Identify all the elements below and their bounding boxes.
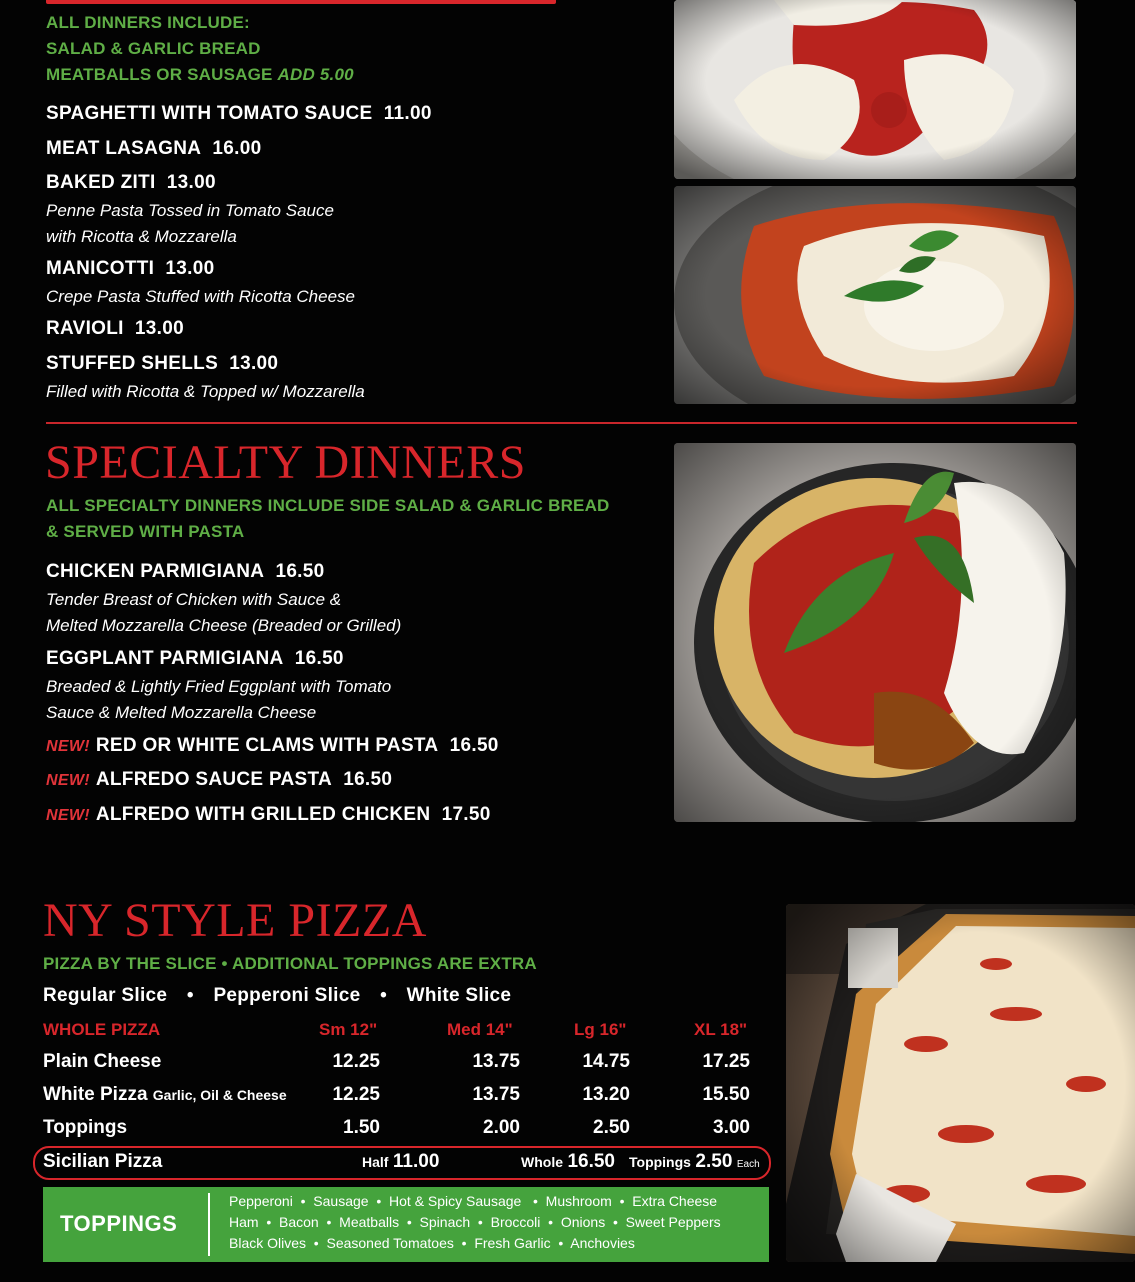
price-lg: 14.75 [582,1051,630,1072]
row-label: Plain Cheese [43,1051,162,1072]
row-label: Toppings [43,1117,128,1138]
sicilian-toppings: Toppings 2.50 Each [629,1151,760,1172]
menu-item-meat-lasagna: MEAT LASAGNA 16.00 [46,138,262,159]
section-divider [46,422,1077,424]
table-header-lg: Lg 16" [574,1020,627,1039]
toppings-line-3: Black Olives • Seasoned Tomatoes • Fresh Garlic • Anchovies [229,1235,635,1251]
dinners-include-line2: SALAD & GARLIC BREAD [46,39,261,58]
price-sm: 12.25 [332,1084,380,1105]
new-badge: NEW! [46,772,90,789]
price-sm: 1.50 [343,1117,380,1138]
menu-item-clams-pasta: NEW! RED OR WHITE CLAMS WITH PASTA 16.50 [46,735,499,756]
specialty-subtitle-1: ALL SPECIALTY DINNERS INCLUDE SIDE SALAD & GARLIC BREAD [46,496,610,515]
stuffed-shells-desc: Filled with Ricotta & Topped w/ Mozzarella [46,382,365,401]
table-header-sm: Sm 12" [319,1020,378,1039]
toppings-label: TOPPINGS [60,1211,178,1236]
slice-options: Regular Slice • Pepperoni Slice • White Slice [43,985,512,1006]
sicilian-label: Sicilian Pizza [43,1151,163,1172]
price-med: 13.75 [472,1051,520,1072]
dinners-include-line1: ALL DINNERS INCLUDE: [46,13,250,32]
toppings-line-1: Pepperoni • Sausage • Hot & Spicy Sausage • Mushroom • Extra Cheese [229,1193,718,1209]
price-med: 13.75 [472,1084,520,1105]
specialty-dinners-title: SPECIALTY DINNERS [45,436,526,489]
baked-ziti-desc-1: Penne Pasta Tossed in Tomato Sauce [46,201,334,220]
table-header-whole-pizza: WHOLE PIZZA [43,1020,161,1039]
chicken-parm-desc-2: Melted Mozzarella Cheese (Breaded or Grilled) [46,616,402,635]
price-lg: 2.50 [593,1117,630,1138]
slice-pepperoni: Pepperoni Slice [213,985,361,1006]
sicilian-half: Half 11.00 [362,1151,440,1172]
row-label: White Pizza Garlic, Oil & Cheese [43,1084,287,1105]
photo-baked-ziti [674,186,1076,404]
menu-item-alfredo-chicken: NEW! ALFREDO WITH GRILLED CHICKEN 17.50 [46,804,491,825]
eggplant-parm-desc-2: Sauce & Melted Mozzarella Cheese [46,703,317,722]
menu-item-stuffed-shells: STUFFED SHELLS 13.00 [46,353,279,374]
sicilian-whole: Whole 16.50 [521,1151,615,1172]
baked-ziti-desc-2: with Ricotta & Mozzarella [46,227,237,246]
pizza-title: NY STYLE PIZZA [43,894,427,947]
price-xl: 17.25 [702,1051,750,1072]
menu-item-chicken-parmigiana: CHICKEN PARMIGIANA 16.50 [46,561,325,582]
menu-item-ravioli: RAVIOLI 13.00 [46,318,184,339]
photo-stuffed-shells [674,0,1076,179]
chicken-parm-desc-1: Tender Breast of Chicken with Sauce & [46,590,342,609]
eggplant-parm-desc-1: Breaded & Lightly Fried Eggplant with Tomato [46,677,392,696]
sicilian-pizza-row [33,1146,771,1180]
table-header-med: Med 14" [447,1020,513,1039]
price-xl: 3.00 [713,1117,750,1138]
menu-item-alfredo-pasta: NEW! ALFREDO SAUCE PASTA 16.50 [46,769,393,790]
toppings-box [43,1187,769,1262]
toppings-divider [208,1193,210,1256]
traditional-heading-remnant [46,0,556,4]
slice-white: White Slice [406,985,512,1006]
slice-regular: Regular Slice [43,985,168,1006]
photo-sicilian-pizza [786,904,1135,1262]
manicotti-desc: Crepe Pasta Stuffed with Ricotta Cheese [46,287,355,306]
price-med: 2.00 [483,1117,520,1138]
price-lg: 13.20 [582,1084,630,1105]
photo-chicken-parmigiana [674,443,1076,822]
menu-item-baked-ziti: BAKED ZITI 13.00 [46,172,216,193]
specialty-subtitle-2: & SERVED WITH PASTA [46,522,245,541]
menu-item-manicotti: MANICOTTI 13.00 [46,258,215,279]
new-badge: NEW! [46,807,90,824]
menu-item-spaghetti: SPAGHETTI WITH TOMATO SAUCE 11.00 [46,103,432,124]
price-sm: 12.25 [332,1051,380,1072]
table-header-xl: XL 18" [694,1020,748,1039]
new-badge: NEW! [46,738,90,755]
toppings-line-2: Ham • Bacon • Meatballs • Spinach • Broccoli • Onions • Sweet Peppers [229,1214,721,1230]
menu-item-eggplant-parmigiana: EGGPLANT PARMIGIANA 16.50 [46,648,344,669]
addon-price: ADD 5.00 [277,65,354,84]
dinners-addon: MEATBALLS OR SAUSAGE ADD 5.00 [46,65,354,84]
row-note: Garlic, Oil & Cheese [152,1087,287,1103]
price-xl: 15.50 [702,1084,750,1105]
pizza-subtitle: PIZZA BY THE SLICE • ADDITIONAL TOPPINGS ARE EXTRA [43,954,537,973]
